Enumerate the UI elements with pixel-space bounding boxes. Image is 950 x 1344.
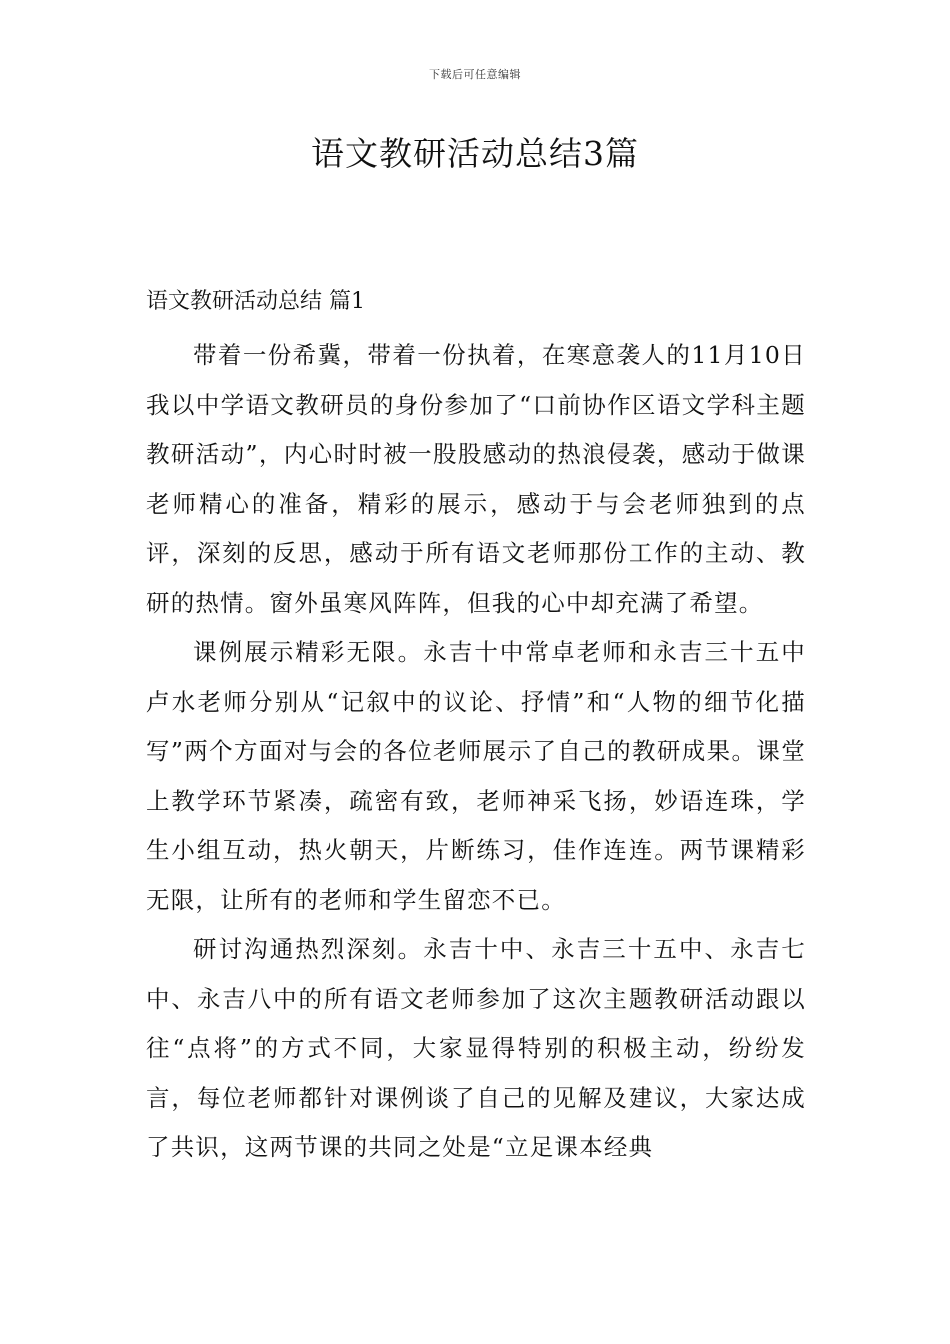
paragraph: 带着一份希冀，带着一份执着，在寒意袭人的11月10日我以中学语文教研员的身份参加了“口前协作区语文学科主题教研活动”，内心时时被一股股感动的热浪侵袭，感动于做课老师精心的准备，精彩的展示，感动于与会老师独到的点评，深刻的反思，感动于所有语文老师那份工作的主动、教研的热情。窗外虽寒风阵阵，但我的心中却充满了希望。	[146, 341, 806, 617]
body-text	[146, 331, 806, 1173]
document-title: 语文教研活动总结3篇	[311, 134, 639, 173]
section-heading: 语文教研活动总结 篇1	[146, 289, 365, 314]
paragraph: 课例展示精彩无限。永吉十中常卓老师和永吉三十五中卢水老师分别从“记叙中的议论、抒情”和“人物的细节化描写”两个方面对与会的各位老师展示了自己的教研成果。课堂上教学环节紧凑，疏密有致，老师神采飞扬，妙语连珠，学生小组互动，热火朝天，片断练习，佳作连连。两节课精彩无限，让所有的老师和学生留恋不已。	[146, 638, 806, 914]
paragraph: 研讨沟通热烈深刻。永吉十中、永吉三十五中、永吉七中、永吉八中的所有语文老师参加了这次主题教研活动跟以往“点将”的方式不同，大家显得特别的积极主动，纷纷发言，每位老师都针对课例谈了自己的见解及建议，大家达成了共识，这两节课的共同之处是“立足课本经典	[146, 935, 806, 1161]
header-note: 下载后可任意编辑	[429, 68, 521, 81]
